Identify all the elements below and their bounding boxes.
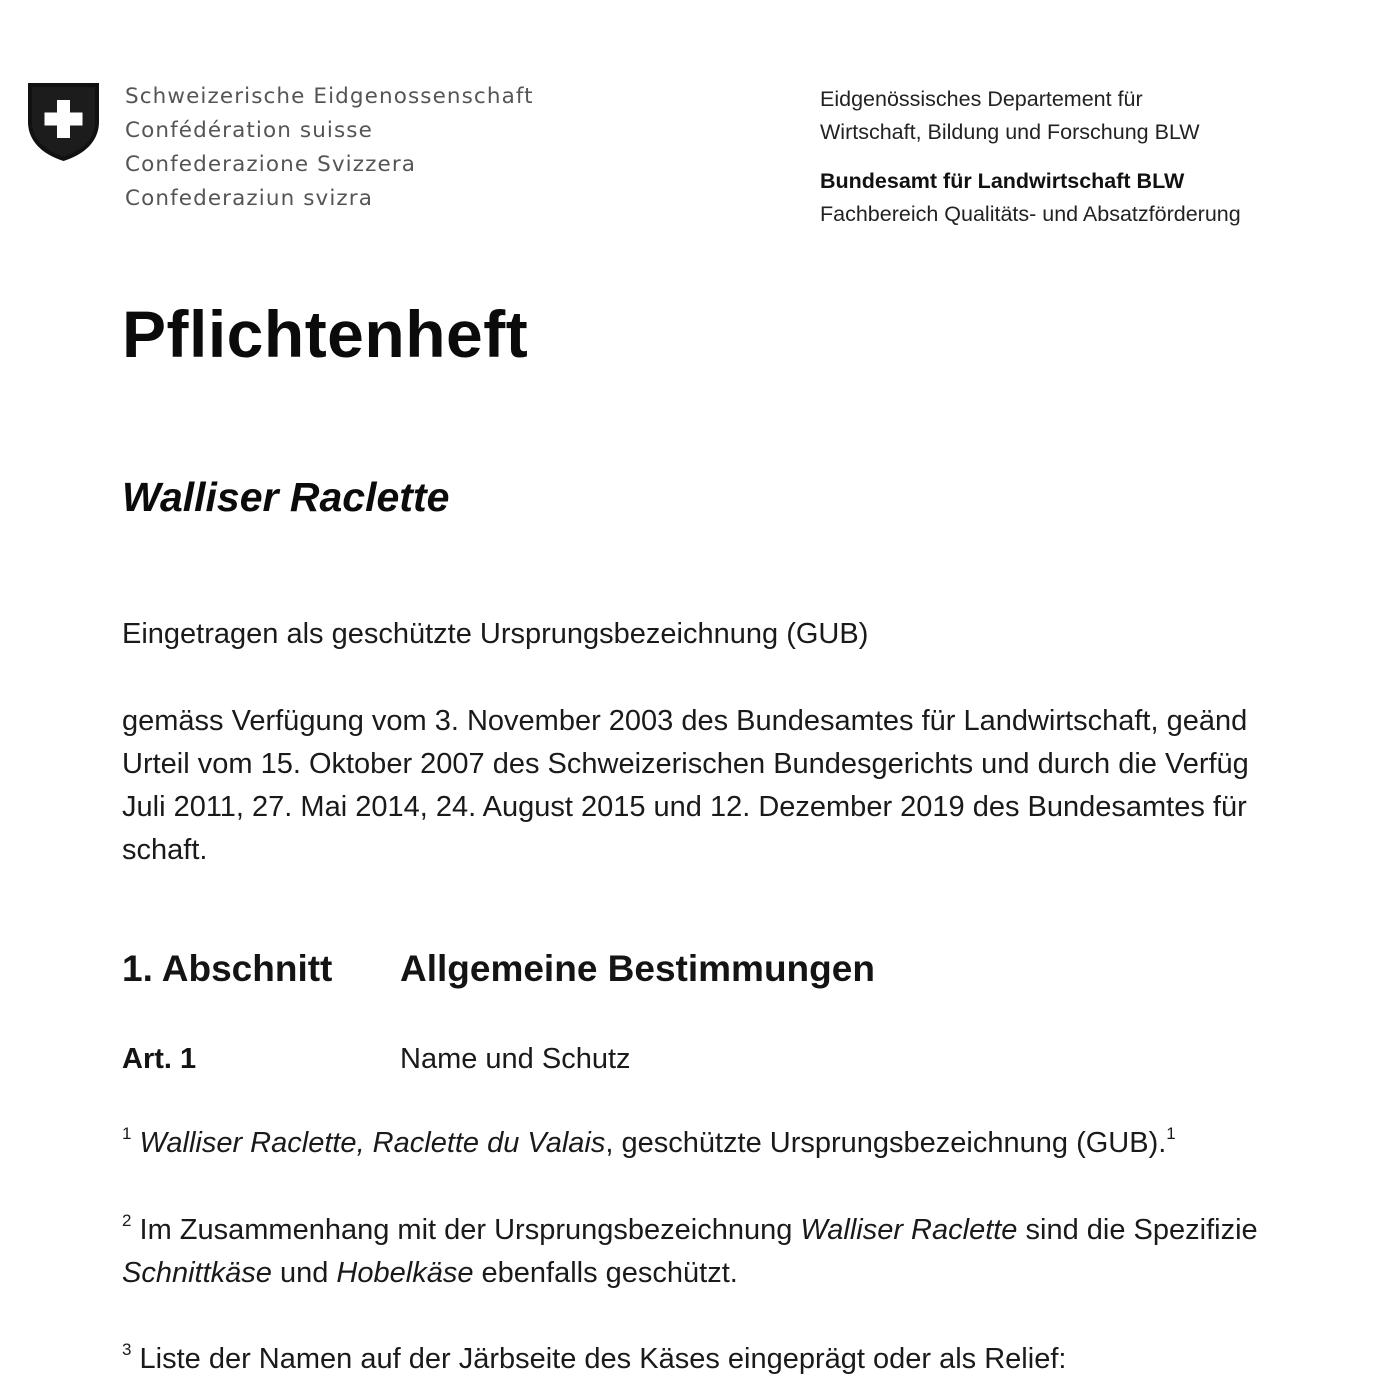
decree-line-1: gemäss Verfügung vom 3. November 2003 des Bundesamtes für Landwirtschaft, geänd <box>122 705 1248 737</box>
article-title: Name und Schutz <box>400 1043 631 1075</box>
division: Fachbereich Qualitäts- und Absatzförderung <box>820 202 1241 226</box>
paragraph-number: 2 <box>122 1211 132 1231</box>
article-paragraph-1 <box>122 1124 1176 1160</box>
confederation-name-it: Confederazione Svizzera <box>125 152 417 177</box>
confederation-name-rm: Confederaziun svizra <box>125 186 374 211</box>
department-line-1: Eidgenössisches Departement für <box>820 87 1143 111</box>
decree-line-4: schaft. <box>122 834 208 866</box>
section-number: 1. Abschnitt <box>122 948 333 989</box>
swiss-coat-of-arms-icon <box>27 82 100 162</box>
paragraph-text: Im Zusammenhang mit der Ursprungsbezeichnung <box>131 1214 801 1246</box>
confederation-name-de: Schweizerische Eidgenossenschaft <box>125 84 534 109</box>
department-line-2: Wirtschaft, Bildung und Forschung BLW <box>820 120 1200 144</box>
article-paragraph-2-line-2 <box>122 1257 738 1290</box>
paragraph-number: 3 <box>122 1340 132 1360</box>
document-subtitle: Walliser Raclette <box>122 474 450 520</box>
article-number: Art. 1 <box>122 1043 197 1075</box>
specification-term: Schnittkäse <box>122 1257 272 1289</box>
article-paragraph-3 <box>122 1340 1067 1376</box>
federal-office: Bundesamt für Landwirtschaft BLW <box>820 169 1185 193</box>
protected-name: Walliser Raclette <box>800 1214 1018 1246</box>
footnote-ref[interactable]: 1 <box>1166 1124 1176 1144</box>
decree-line-2: Urteil vom 15. Oktober 2007 des Schweizerischen Bundesgerichts und durch die Verfüg <box>122 748 1249 780</box>
paragraph-text: Liste der Namen auf der Järbseite des Käses eingeprägt oder als Relief: <box>131 1343 1067 1375</box>
article-paragraph-2-line-1 <box>122 1211 1258 1247</box>
protected-names: Walliser Raclette, Raclette du Valais <box>139 1127 606 1159</box>
paragraph-text: sind die Spezifizie <box>1017 1214 1258 1246</box>
document-title: Pflichtenheft <box>122 297 529 371</box>
paragraph-text: ebenfalls geschützt. <box>473 1257 738 1289</box>
registration-statement: Eingetragen als geschützte Ursprungsbezeichnung (GUB) <box>122 618 869 650</box>
section-title: Allgemeine Bestimmungen <box>400 948 875 989</box>
confederation-name-fr: Confédération suisse <box>125 118 373 143</box>
decree-line-3: Juli 2011, 27. Mai 2014, 24. August 2015 und 12. Dezember 2019 des Bundesamtes für <box>122 791 1247 823</box>
specification-term: Hobelkäse <box>336 1257 474 1289</box>
paragraph-number: 1 <box>122 1124 132 1144</box>
paragraph-text: und <box>271 1257 337 1289</box>
paragraph-text: , geschützte Ursprungsbezeichnung (GUB). <box>605 1127 1167 1159</box>
